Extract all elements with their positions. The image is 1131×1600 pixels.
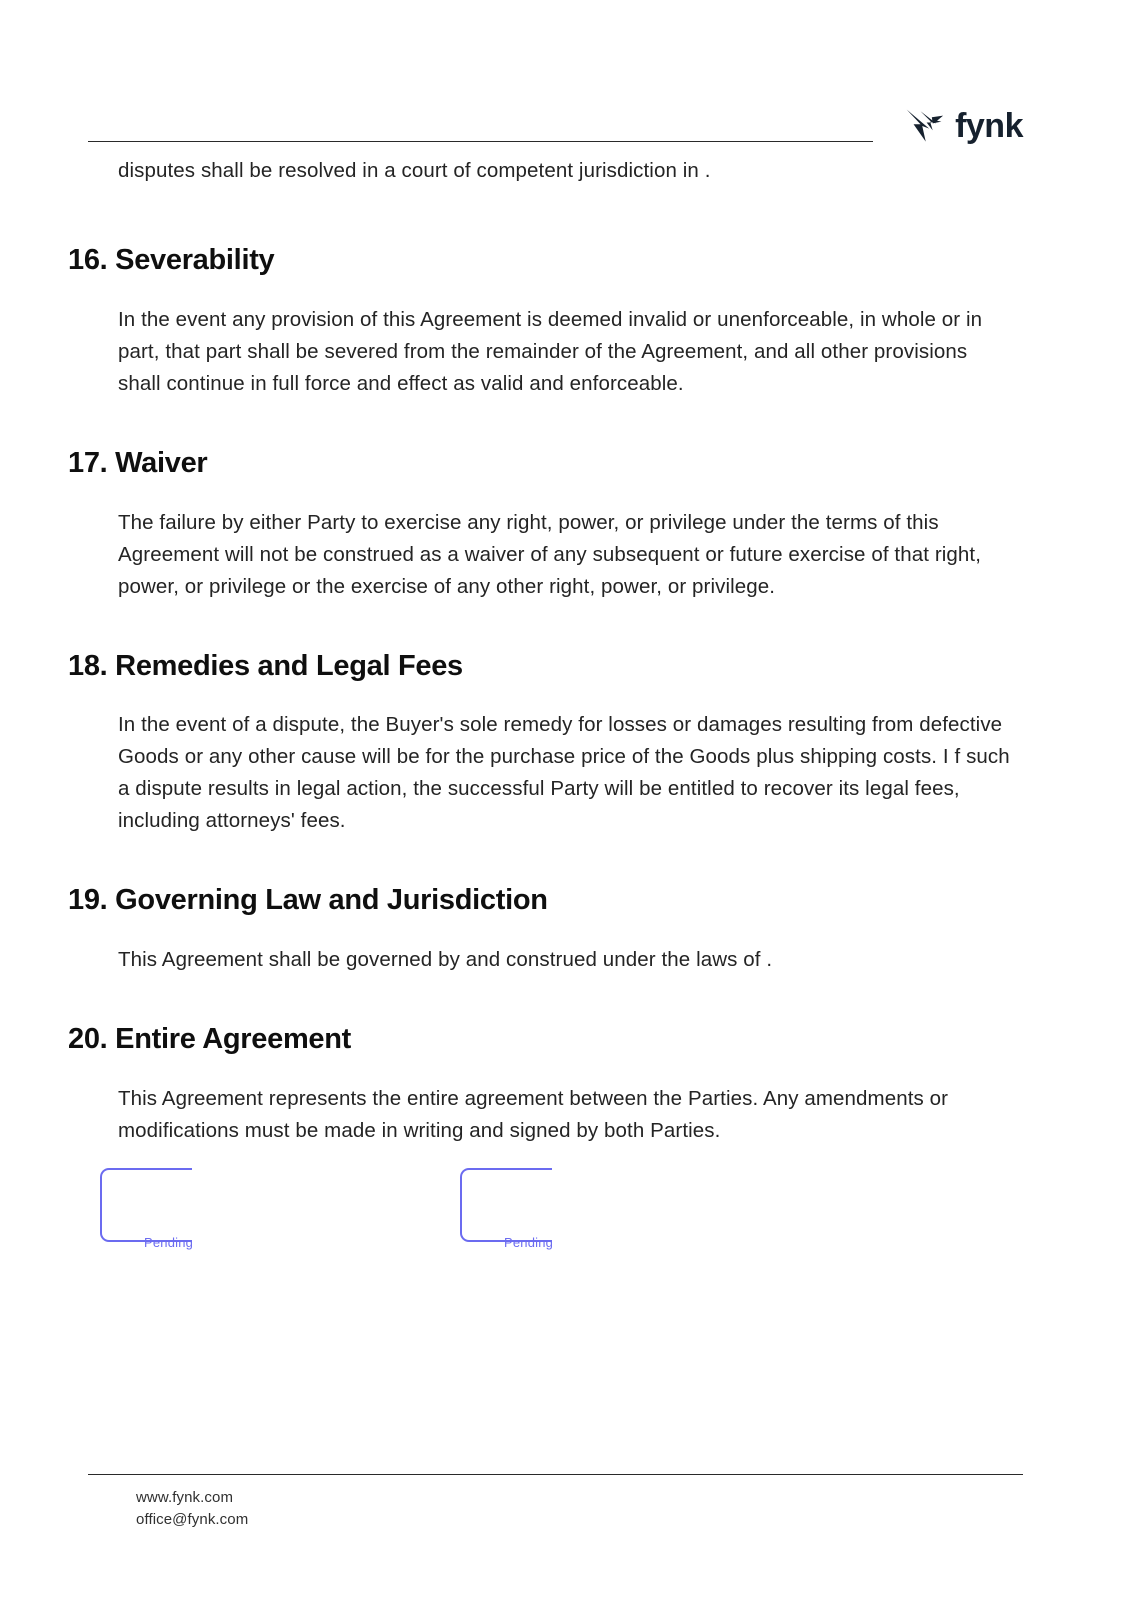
section-governing-law-and-jurisdiction	[68, 883, 1023, 976]
section-paragraph: The failure by either Party to exercise any right, power, or privilege under the terms of this Agreement will not be construed as a waiver of any subsequent or future exercise of that right, power, or privilege or the exercise of any other right, power, or privilege.	[118, 510, 981, 598]
signature-bracket-icon	[460, 1168, 552, 1242]
header-divider	[88, 141, 873, 142]
footer-email[interactable]: office@fynk.com	[136, 1511, 249, 1528]
section-entire-agreement	[68, 1022, 1023, 1147]
section-remedies-and-legal-fees	[68, 649, 1023, 838]
section-severability	[68, 243, 1023, 400]
signature-area	[68, 1168, 1023, 1263]
section-paragraph: This Agreement represents the entire agreement between the Parties. Any amendments or modifications must be made in writing and signed by both Parties.	[118, 1086, 949, 1142]
signature-field-party-one[interactable]	[100, 1168, 200, 1254]
page-header	[88, 95, 1023, 157]
signature-bracket-icon	[100, 1168, 192, 1242]
footer-contact	[136, 1487, 1023, 1531]
section-heading: 20. Entire Agreement	[68, 1023, 352, 1056]
section-waiver	[68, 446, 1023, 603]
section-paragraph: In the event of a dispute, the Buyer's sole remedy for losses or damages resulting from defective Goods or any other cause will be for the purchase price of the Goods plus shipping costs. I f such a dispute results in legal action, the successful Party will be entitled to recover its legal fees, including attorneys' fees.	[118, 713, 1010, 833]
signature-status-badge: Pending	[504, 1235, 554, 1250]
footer-divider	[88, 1474, 1023, 1475]
brand-logo	[883, 106, 1023, 146]
signature-field-party-two[interactable]	[460, 1168, 560, 1254]
signature-status-badge: Pending	[144, 1235, 194, 1250]
section-paragraph: This Agreement shall be governed by and construed under the laws of .	[118, 948, 773, 972]
section-heading: 18. Remedies and Legal Fees	[68, 649, 463, 682]
section-paragraph: In the event any provision of this Agreement is deemed invalid or unenforceable, in whole or in part, that part shall be severed from the remainder of the Agreement, and all other provisions shall continue in full force and effect as valid and enforceable.	[118, 307, 983, 395]
page-footer	[88, 1474, 1023, 1531]
section-heading: 16. Severability	[68, 244, 275, 276]
footer-website[interactable]: www.fynk.com	[136, 1489, 234, 1506]
continued-paragraph: disputes shall be resolved in a court of competent jurisdiction in .	[118, 159, 711, 182]
brand-name: fynk	[955, 107, 1023, 145]
section-heading: 19. Governing Law and Jurisdiction	[68, 884, 548, 917]
origami-bird-icon	[903, 106, 945, 146]
document-body	[68, 155, 1023, 1147]
section-heading: 17. Waiver	[68, 446, 208, 479]
